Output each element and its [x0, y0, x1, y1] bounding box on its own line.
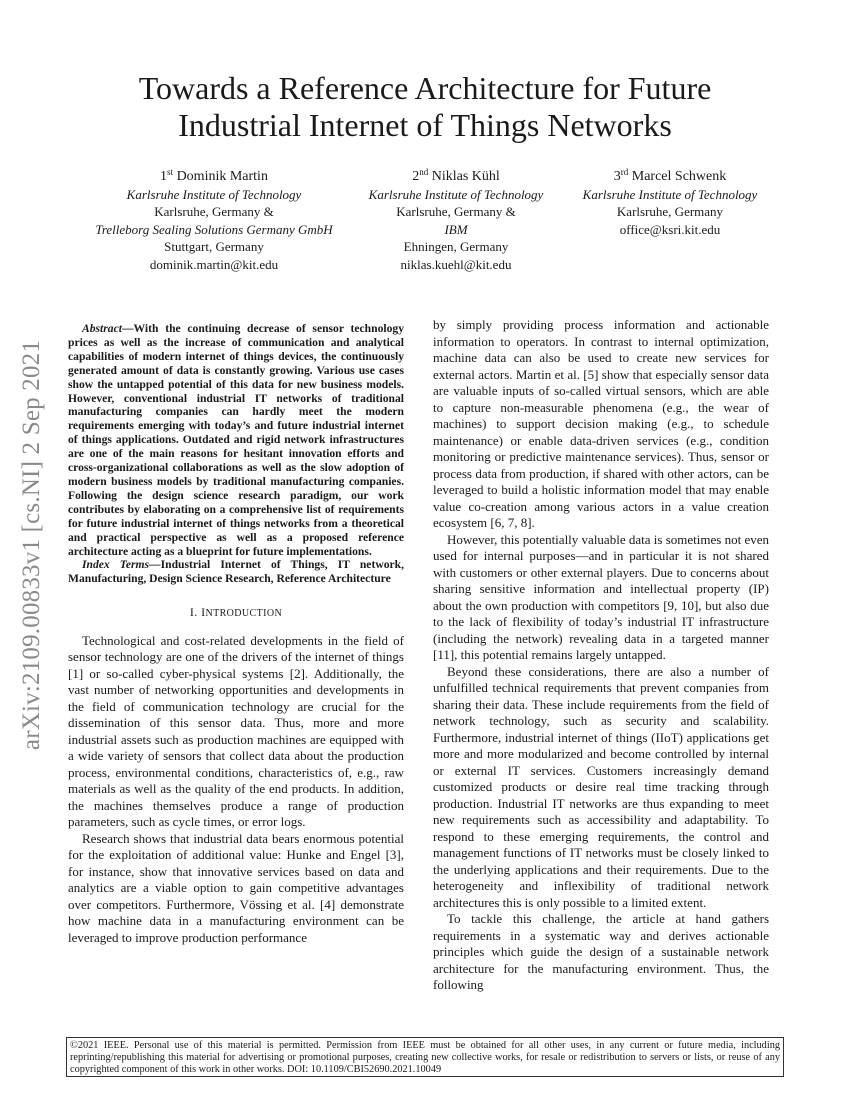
- author-location: Karlsruhe, Germany &: [396, 204, 516, 219]
- index-terms-label: Index Terms: [82, 558, 150, 572]
- abstract-label: Abstract: [82, 322, 122, 335]
- body-paragraph: Beyond these considerations, there are also a number of unfulfilled technical requirements that prevent companies from sharing their data. These include requirements from the field of network technology, such as security and scalability. Furthermore, industrial internet of things (IIoT) applications get more and more modularized and become controlled by internal or external IT services. Customers increasingly demand customized products or desire real time tracking through production. Industrial IT networks are thus expanding to meet new requirements such as accessibility and adaptability. To respond to these emerging requirements, the control and management functions of IT networks must be closely linked to the underlying applications and their requirements. Due to the heterogeneity and inflexibility of traditional network architectures this is only possible to a limited extent.: [433, 663, 769, 910]
- author-block-3: [550, 168, 790, 238]
- left-column: [68, 322, 404, 946]
- paper-title: [60, 70, 790, 144]
- arxiv-identifier: [12, 310, 52, 780]
- author-affiliation: Karlsruhe Institute of Technology: [368, 186, 544, 202]
- author-name: 3rd Marcel Schwenk: [613, 167, 727, 184]
- author-location: Karlsruhe, Germany: [616, 204, 724, 219]
- paper-title-line-1: Towards a Reference Architecture for Future: [138, 70, 712, 106]
- author-affiliation: Karlsruhe Institute of Technology: [126, 186, 302, 202]
- arxiv-identifier-text: arXiv:2109.00833v1 [cs.NI] 2 Sep 2021: [18, 339, 45, 751]
- body-paragraph: Technological and cost-related developments in the field of sensor technology are one of the drivers of the internet of things [1] or so-called cyber-physical systems [2]. Additionally, the vast number of networking opportunities and developments in the field of communication technology are crucial for the dissemination of this sensor data. Thus, more and more industrial assets such as production machines are equipped with a wide variety of sensors that collect data about the production process, environmental conditions, characteristics of, e.g., raw materials as well as the quality of the end products. In addition, the machines themselves produce a range of production parameters, such as cycle times, or error logs.: [68, 632, 404, 830]
- author-block-2: [336, 168, 576, 273]
- body-paragraph: However, this potentially valuable data is sometimes not even used for internal purposes—and in particular it is not shared with customers or other external players. Due to concerns about sharing sensitive information and intellectual property (IP) about the own production with competitors [9, 10], but also due to the lack of flexibility of today’s industrial IT infrastructure (including the network) revealing data in a targeted manner [11], this potential remains largely untapped.: [433, 531, 769, 662]
- index-terms-text: —Industrial Internet of Things, IT network, Manufacturing, Design Science Research, Reference Architecture: [68, 558, 404, 586]
- right-column: [433, 317, 769, 994]
- abstract: [68, 322, 404, 558]
- body-paragraph: Research shows that industrial data bears enormous potential for the exploitation of additional value: Hunke and Engel [3], for instance, show that innovative services based on data and analytics are a viable option to gain competitive advantages over competitors. Furthermore, Vössing et al. [4] demonstrate how machine data in a manufacturing environment can be leveraged to improve production performance: [68, 830, 404, 945]
- index-terms: [68, 558, 404, 586]
- author-block-1: [94, 168, 334, 273]
- body-paragraph: by simply providing process information and actionable information to operators. In contrast to internal optimization, machine data can also be used to create new services for external actors. Martin et al. [5] show that especially sensor data are valuable inputs of so-called virtual sensors, which are able to capture non-measurable phenomena (e.g., the wear of machines) to support decision making (e.g., to schedule maintenance) or enable data-driven services (e.g., condition monitoring or predictive maintenance services). Thus, sensor or process data from production, if shared with other actors, can be leveraged to build a holistic information model that may enable value co-creation among various actors in a value creation ecosystem [6, 7, 8].: [433, 317, 769, 530]
- author-name: 2nd Niklas Kühl: [412, 167, 500, 184]
- body-paragraph: To tackle this challenge, the article at hand gathers requirements in a systematic way and derives actionable principles which guide the design of a sustainable network architecture for the manufacturing environment. Thus, the following: [433, 911, 769, 992]
- section-heading-introduction: I. INTRODUCTION: [189, 605, 283, 620]
- author-location: Ehningen, Germany: [403, 239, 509, 254]
- author-affiliation: Karlsruhe Institute of Technology: [582, 186, 758, 202]
- author-affiliation: Trelleborg Sealing Solutions Germany GmbH: [95, 221, 333, 237]
- author-email: niklas.kuehl@kit.edu: [400, 256, 512, 272]
- author-email: office@ksri.kit.edu: [619, 221, 721, 237]
- author-location: Stuttgart, Germany: [164, 239, 264, 254]
- abstract-text: —With the continuing decrease of sensor technology prices as well as the increase of communication and analytical capabilities of modern internet of things devices, the continuously generated amount of data is constantly growing. Various use cases show the untapped potential of this data for new business models. However, conventional industrial IT networks of traditional manufacturing companies can hardly meet the modern requirements emerging with today’s and future industrial internet of things applications. Outdated and rigid network infrastructures are one of the main reasons for hesitant innovation efforts and cross-organizational collaborations as well as the slow adoption of modern business models by traditional manufacturing companies. Following the design science research paradigm, our work contributes by elaborating on a comprehensive list of requirements for future industrial internet of things networks from a theoretical and practical perspective as well as a proposed reference architecture acting as a blueprint for future implementations.: [68, 322, 404, 558]
- copyright-notice: ©2021 IEEE. Personal use of this material is permitted. Permission from IEEE must be obtained for all other uses, in any current or future media, including reprinting/republishing this material for advertising or promotional purposes, creating new collective works, for resale or redistribution to servers or lists, or reuse of any copyrighted component of this work in other works. DOI: 10.1109/CBI52690.2021.10049: [66, 1037, 784, 1077]
- author-location: Karlsruhe, Germany &: [154, 204, 274, 219]
- author-email: dominik.martin@kit.edu: [149, 256, 279, 272]
- paper-title-line-2: Industrial Internet of Things Networks: [178, 107, 672, 143]
- author-affiliation: IBM: [444, 221, 468, 237]
- author-name: 1st Dominik Martin: [160, 167, 268, 184]
